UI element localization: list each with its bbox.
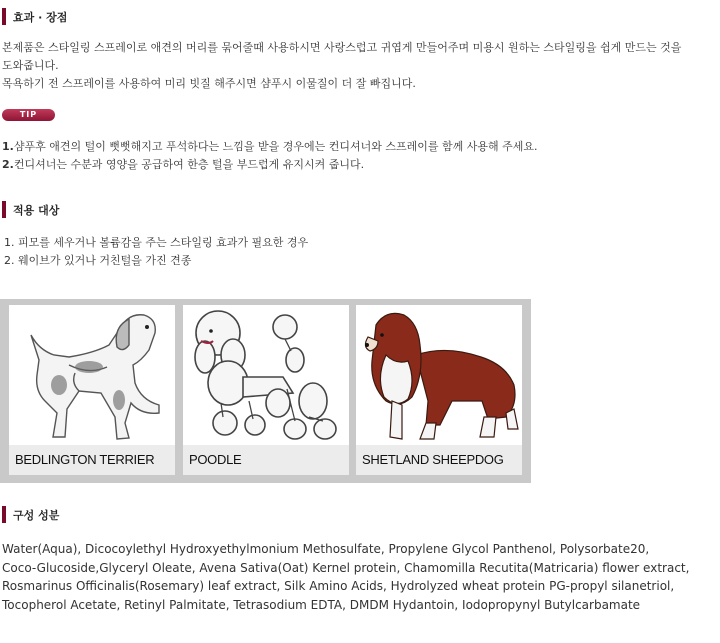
effects-line-2: 도와줍니다. [2,59,59,72]
ingredients-line: Tocopherol Acetate, Retinyl Palmitate, Tetrasodium EDTA, DMDM Hydantoin, Iodopropynyl Butylcarbamate [2,597,641,612]
target-item: 2. 웨이브가 있거나 거친털을 가진 견종 [4,254,192,267]
heading-bar [2,201,6,218]
heading-bar [2,506,6,523]
ingredients-line: Rosmarinus Officinalis(Rosemary) leaf extract, Silk Amino Acids, Hydrolyzed wheat protein PG-propyl silanetriol, [2,579,675,593]
effects-heading [2,8,67,25]
target-heading-label: 적용 대상 [13,203,60,217]
ingredients-text [2,540,712,614]
dog-card-poodle [183,305,349,475]
target-heading [2,201,59,218]
ingredients-line: Water(Aqua), Dicocoylethyl Hydroxyethylmonium Methosulfate, Propylene Glycol Panthenol, Polysorbate20, [2,542,650,556]
dog-name: POODLE [183,445,349,475]
tip-item-number: 1. [2,140,14,153]
tip-item-text: 컨디셔너는 수분과 영양을 공급하여 한층 털을 부드럽게 유지시켜 줍니다. [13,158,365,171]
effects-line-3: 목욕하기 전 스프레이를 사용하여 미리 빗질 해주시면 샴푸시 이물질이 더 잘 빠집니다. [2,77,416,90]
tip-item-number: 2. [2,158,14,171]
tip-item-text: 샴푸후 애견의 털이 뻣뻣해지고 푸석하다는 느낌을 받을 경우에는 컨디셔너와 스프레이를 함께 사용해 주세요. [13,140,538,153]
bedlington-terrier-illustration [9,305,175,445]
tip-badge: TIP [2,109,55,121]
shetland-sheepdog-illustration [356,305,522,445]
heading-bar [2,8,6,25]
effects-heading-label: 효과 · 장점 [13,10,68,24]
ingredients-line: Coco-Glucoside,Glyceryl Oleate, Avena Sativa(Oat) Kernel protein, Chamomilla Recutita(Matricaria) flower extract, [2,560,690,575]
dog-card-sheltie [356,305,522,475]
dog-card-bedlington [9,305,175,475]
tip-item [2,138,537,156]
dog-name: SHETLAND SHEEPDOG [356,445,522,475]
tip-item [2,156,537,174]
effects-line-1: 본제품은 스타일링 스프레이로 애견의 머리를 묶어줄때 사용하시면 사랑스럽고 귀엽게 만들어주며 미용시 원하는 스타일링을 쉽게 만드는 것을 [2,41,682,54]
tip-list [2,138,537,174]
dog-name: BEDLINGTON TERRIER [9,445,175,475]
poodle-illustration [183,305,349,445]
ingredients-heading-label: 구성 성분 [13,508,60,522]
effects-text [2,39,681,93]
ingredients-heading [2,506,59,523]
target-item: 1. 피모를 세우거나 볼륨감을 주는 스타일링 효과가 필요한 경우 [4,236,309,249]
dog-photo-strip [0,299,531,483]
target-list [4,234,308,270]
